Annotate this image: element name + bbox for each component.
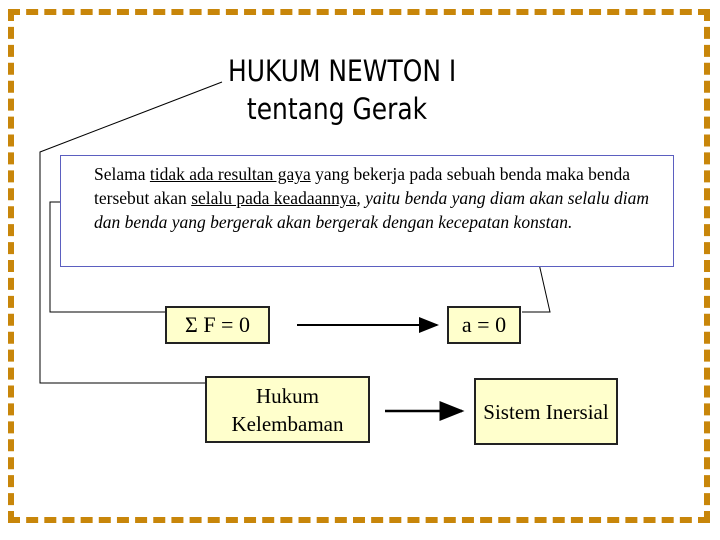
title-line-2: tentang Gerak (246, 92, 428, 126)
definition-text-2: yang bekerja pada sebuah benda maka benda tersebut akan (94, 164, 630, 208)
definition-underline-1: tidak ada resultan gaya (149, 164, 311, 184)
page-title (228, 52, 486, 128)
acceleration-label: a = 0 (461, 312, 507, 337)
sistem-inersial-label: Sistem Inersial (483, 399, 609, 424)
sistem-inersial-box (474, 378, 618, 445)
hukum-kelembaman-label: Hukum Kelembaman (231, 383, 344, 436)
hukum-kelembaman-box (205, 376, 370, 443)
sum-force-box (165, 306, 270, 344)
sum-force-label: Σ F = 0 (185, 312, 250, 337)
title-line-1: HUKUM NEWTON I (228, 54, 457, 88)
acceleration-box (447, 306, 521, 344)
definition-italic: yaitu benda yang diam akan selalu diam dan benda yang bergerak akan bergerak dengan kecepatan konstan. (94, 188, 649, 232)
definition-box (60, 155, 674, 267)
definition-underline-2: selalu pada keadaannya (191, 188, 357, 208)
definition-text-3: , (356, 188, 366, 208)
definition-text-1: Selama (94, 164, 150, 184)
